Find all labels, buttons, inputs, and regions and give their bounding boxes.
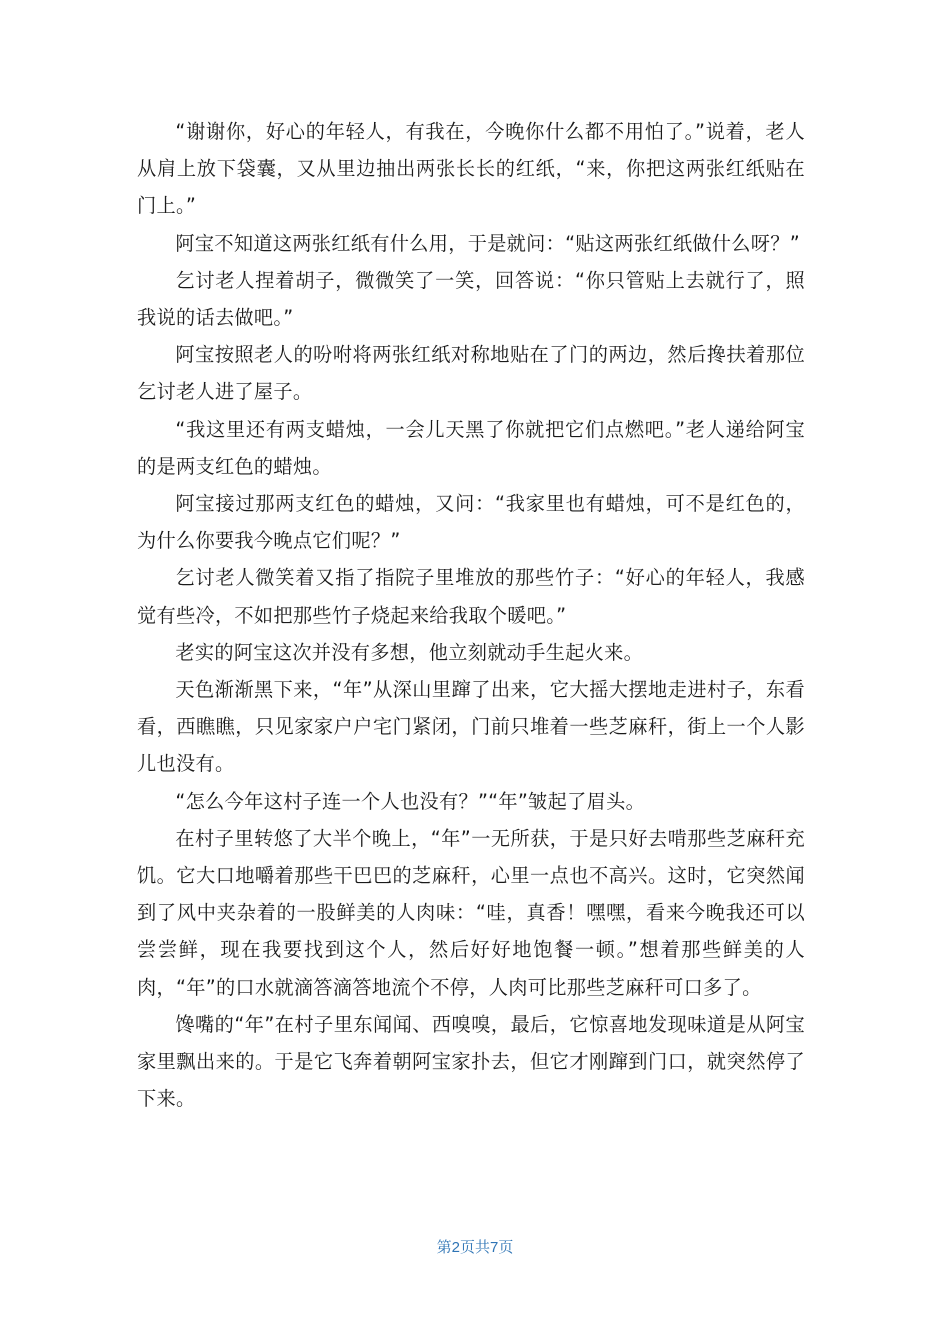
paragraph: “怎么今年这村子连一个人也没有？”“年”皱起了眉头。 xyxy=(175,789,646,813)
paragraph: 馋嘴的“年”在村子里东闻闻、西嗅嗅，最后，它惊喜地发现味道是从阿宝家里飘出来的。于是它飞奔着朝阿宝家扑去，但它才刚蹿到门口，就突然停了下来。 xyxy=(137,1012,805,1111)
paragraph: 阿宝接过那两支红色的蜡烛，又问：“我家里也有蜡烛，可不是红色的，为什么你要我今晚点它们呢？” xyxy=(137,492,805,553)
paragraph: “我这里还有两支蜡烛，一会儿天黑了你就把它们点燃吧。”老人递给阿宝的是两支红色的蜡烛。 xyxy=(137,417,805,478)
paragraph: 阿宝不知道这两张红纸有什么用，于是就问：“贴这两张红纸做什么呀？” xyxy=(175,231,800,255)
paragraph: “谢谢你，好心的年轻人，有我在，今晚你什么都不用怕了。”说着，老人从肩上放下袋囊，又从里边抽出两张长长的红纸，“来，你把这两张红纸贴在门上。” xyxy=(137,120,805,218)
paragraph: 老实的阿宝这次并没有多想，他立刻就动手生起火来。 xyxy=(175,640,644,664)
paragraph: 乞讨老人微笑着又指了指院子里堆放的那些竹子：“好心的年轻人，我感觉有些冷，不如把那些竹子烧起来给我取个暖吧。” xyxy=(137,566,805,627)
document-body xyxy=(137,113,805,1117)
paragraph: 乞讨老人捏着胡子，微微笑了一笑，回答说：“你只管贴上去就行了，照我说的话去做吧。” xyxy=(137,268,805,330)
paragraph: 在村子里转悠了大半个晚上，“年”一无所获，于是只好去啃那些芝麻秆充饥。它大口地嚼着那些干巴巴的芝麻秆，心里一点也不高兴。这时，它突然闻到了风中夹杂着的一股鲜美的人肉味：“哇，真香！嘿嘿，看来今晚我还可以尝尝鲜，现在我要找到这个人，然后好好地饱餐一顿。”想着那些鲜美的人肉，“年”的口水就滴答滴答地流个不停，人肉可比那些芝麻秆可口多了。 xyxy=(137,826,805,999)
page-number-footer: 第2页共7页 xyxy=(436,1239,514,1256)
paragraph: 阿宝按照老人的吩咐将两张红纸对称地贴在了门的两边，然后搀扶着那位乞讨老人进了屋子。 xyxy=(137,343,805,404)
paragraph: 天色渐渐黑下来，“年”从深山里蹿了出来，它大摇大摆地走进村子，东看看，西瞧瞧，只见家家户户宅门紧闭，门前只堆着一些芝麻秆，街上一个人影儿也没有。 xyxy=(137,678,805,776)
